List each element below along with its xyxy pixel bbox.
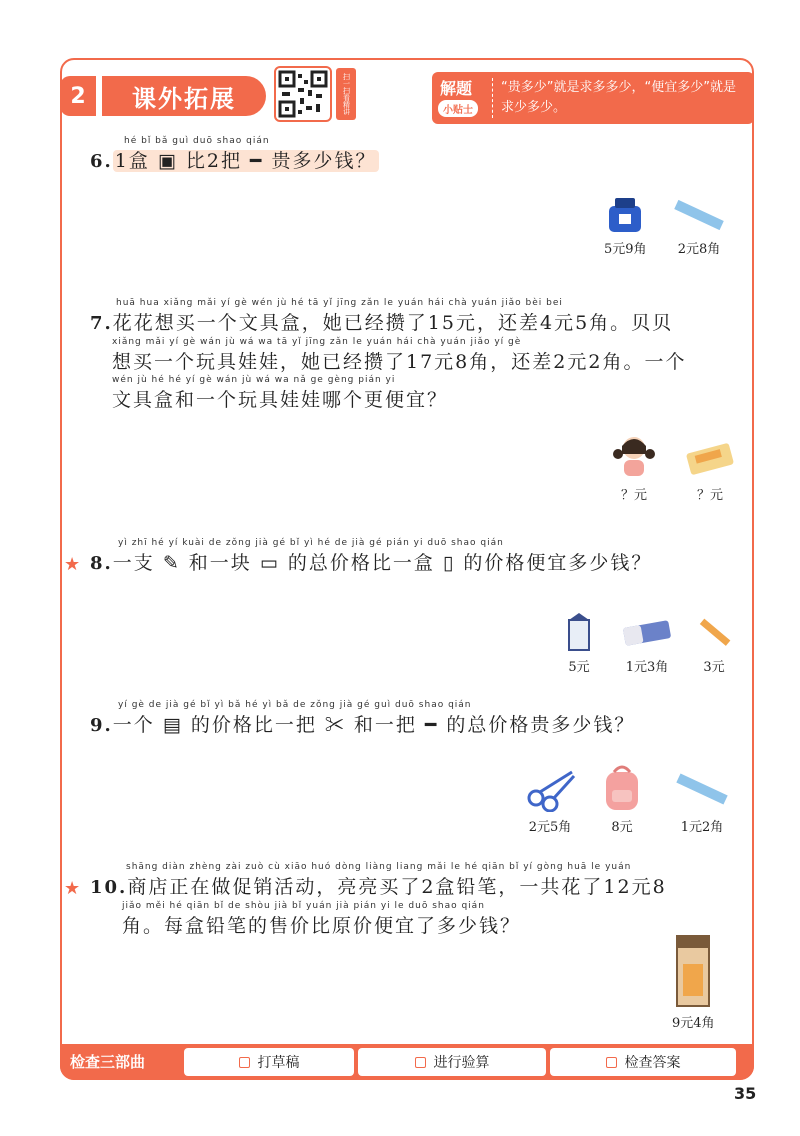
page-number: 35 (734, 1084, 757, 1103)
item-price: ？元 (620, 488, 647, 503)
question-number: 9. (90, 715, 113, 736)
question-10 (64, 862, 740, 939)
question-number: 7. (90, 313, 113, 334)
step-label: 检查答案 (624, 1055, 681, 1071)
question-text: 花花想买一个文具盒，她已经攒了15元，还差4元5角。贝贝 (112, 312, 674, 334)
pinyin-line: huā hua xiǎng mǎi yí gè wén jù hé tā yǐ jīng zǎn le yuán hái chà yuán jiǎo bèi bei (116, 298, 563, 308)
question-text: 1盒 ▣ 比2把 ━ 贵多少钱？ (114, 150, 377, 172)
tip-box (432, 72, 754, 124)
checkbox-icon[interactable] (239, 1057, 250, 1068)
question-text: 文具盒和一个玩具娃娃哪个更便宜？ (112, 389, 449, 411)
unit-title: 课外拓展 (102, 76, 266, 116)
pencil-icon (694, 612, 734, 652)
question-text: 想买一个玩具娃娃，她已经攒了17元8角，还差2元2角。一个 (112, 351, 687, 373)
star-icon: ★ (64, 554, 81, 575)
question-text: 一个 ▤ 的价格比一把 ✂ 和一把 ━ 的总价格贵多少钱？ (112, 714, 636, 736)
check-steps-bar (60, 1044, 754, 1080)
item-ruler (672, 766, 732, 835)
question-9 (90, 700, 740, 739)
pinyin-line: shāng diàn zhèng zài zuò cù xiāo huó dòng liàng liang mǎi le hé qiān bǐ yí gòng huā le yuán (126, 862, 632, 872)
question-number: 10. (90, 877, 128, 898)
pinyin-line: jiǎo měi hé qiān bǐ de shòu jià bǐ yuán jià pián yi le duō shao qián (122, 901, 485, 911)
item-price: 5元9角 (604, 242, 647, 257)
question-7 (90, 298, 740, 413)
step-verify[interactable] (358, 1048, 546, 1076)
item-backpack (602, 762, 642, 835)
question-text: 一支 ✎ 和一块 ▭ 的总价格比一盒 ▯ 的价格便宜多少钱？ (112, 552, 653, 574)
item-milk-box (566, 612, 592, 675)
pinyin-line: xiǎng mǎi yí gè wán jù wá wa tā yǐ jīng zǎn le yuán hái chà yuán jiǎo yí gè (112, 337, 522, 347)
item-price: 9元4角 (672, 1016, 715, 1031)
item-pencil (694, 612, 734, 675)
tip-subtitle: 小贴士 (438, 100, 478, 117)
pencil-pack-icon (673, 934, 713, 1008)
qr-label: 扫一扫看精讲 (336, 68, 356, 120)
pinyin-line: hé bǐ bǎ guì duō shao qián (124, 136, 270, 146)
pinyin-line: yì zhī hé yí kuài de zǒng jià gé bǐ yì hé de jià gé pián yi duō shao qián (118, 538, 504, 548)
header (60, 64, 754, 126)
item-price: 1元3角 (625, 660, 669, 675)
item-pencil-pack (672, 934, 715, 1031)
pinyin-line: yí gè de jià gé bǐ yì bǎ hé yì bǎ de zǒng jià gé guì duō shao qián (118, 700, 472, 710)
step-label: 打草稿 (257, 1055, 300, 1071)
doll-icon (610, 432, 658, 480)
milk-box-icon (566, 612, 592, 652)
star-icon: ★ (64, 878, 81, 899)
item-price: 8元 (611, 820, 633, 835)
question-text: 角。每盒铅笔的售价比原价便宜了多少钱？ (122, 915, 522, 937)
item-price: ？元 (696, 488, 723, 503)
check-steps-title: 检查三部曲 (70, 1053, 146, 1071)
ruler-icon (672, 766, 732, 812)
step-check-answer[interactable] (550, 1048, 736, 1076)
item-scissors (522, 766, 578, 835)
question-number: 6. (90, 151, 113, 172)
question-6 (90, 136, 740, 175)
item-ruler (672, 196, 726, 257)
ruler-icon (672, 196, 726, 234)
question-number: 8. (90, 553, 113, 574)
item-price: 1元2角 (680, 820, 724, 835)
item-price: 2元5角 (528, 820, 572, 835)
item-doll (610, 432, 658, 503)
unit-number: 2 (60, 76, 96, 116)
checkbox-icon[interactable] (415, 1057, 426, 1068)
pencil-box-icon (682, 432, 738, 480)
pinyin-line: wén jù hé hé yí gè wán jù wá wa nǎ ge gèng pián yi (112, 375, 396, 385)
eraser-icon (620, 612, 674, 652)
item-eraser (620, 612, 674, 675)
scissors-icon (522, 766, 578, 812)
tip-title: 解题 (440, 79, 473, 98)
item-pencil-box (682, 432, 738, 503)
step-draft[interactable] (184, 1048, 354, 1076)
question-8 (64, 538, 740, 577)
item-ink-bottle (604, 196, 647, 257)
question-text: 商店正在做促销活动，亮亮买了2盒铅笔，一共花了12元8 (127, 876, 667, 898)
backpack-icon (602, 762, 642, 812)
item-price: 5元 (568, 660, 590, 675)
ink-bottle-icon (605, 196, 645, 234)
item-price: 2元8角 (677, 242, 721, 257)
item-price: 3元 (703, 660, 725, 675)
qr-code-icon[interactable] (274, 66, 332, 122)
tip-text: “贵多少”就是求多多少，“便宜多少”就是求少多少。 (492, 78, 748, 118)
checkbox-icon[interactable] (606, 1057, 617, 1068)
step-label: 进行验算 (433, 1055, 490, 1071)
